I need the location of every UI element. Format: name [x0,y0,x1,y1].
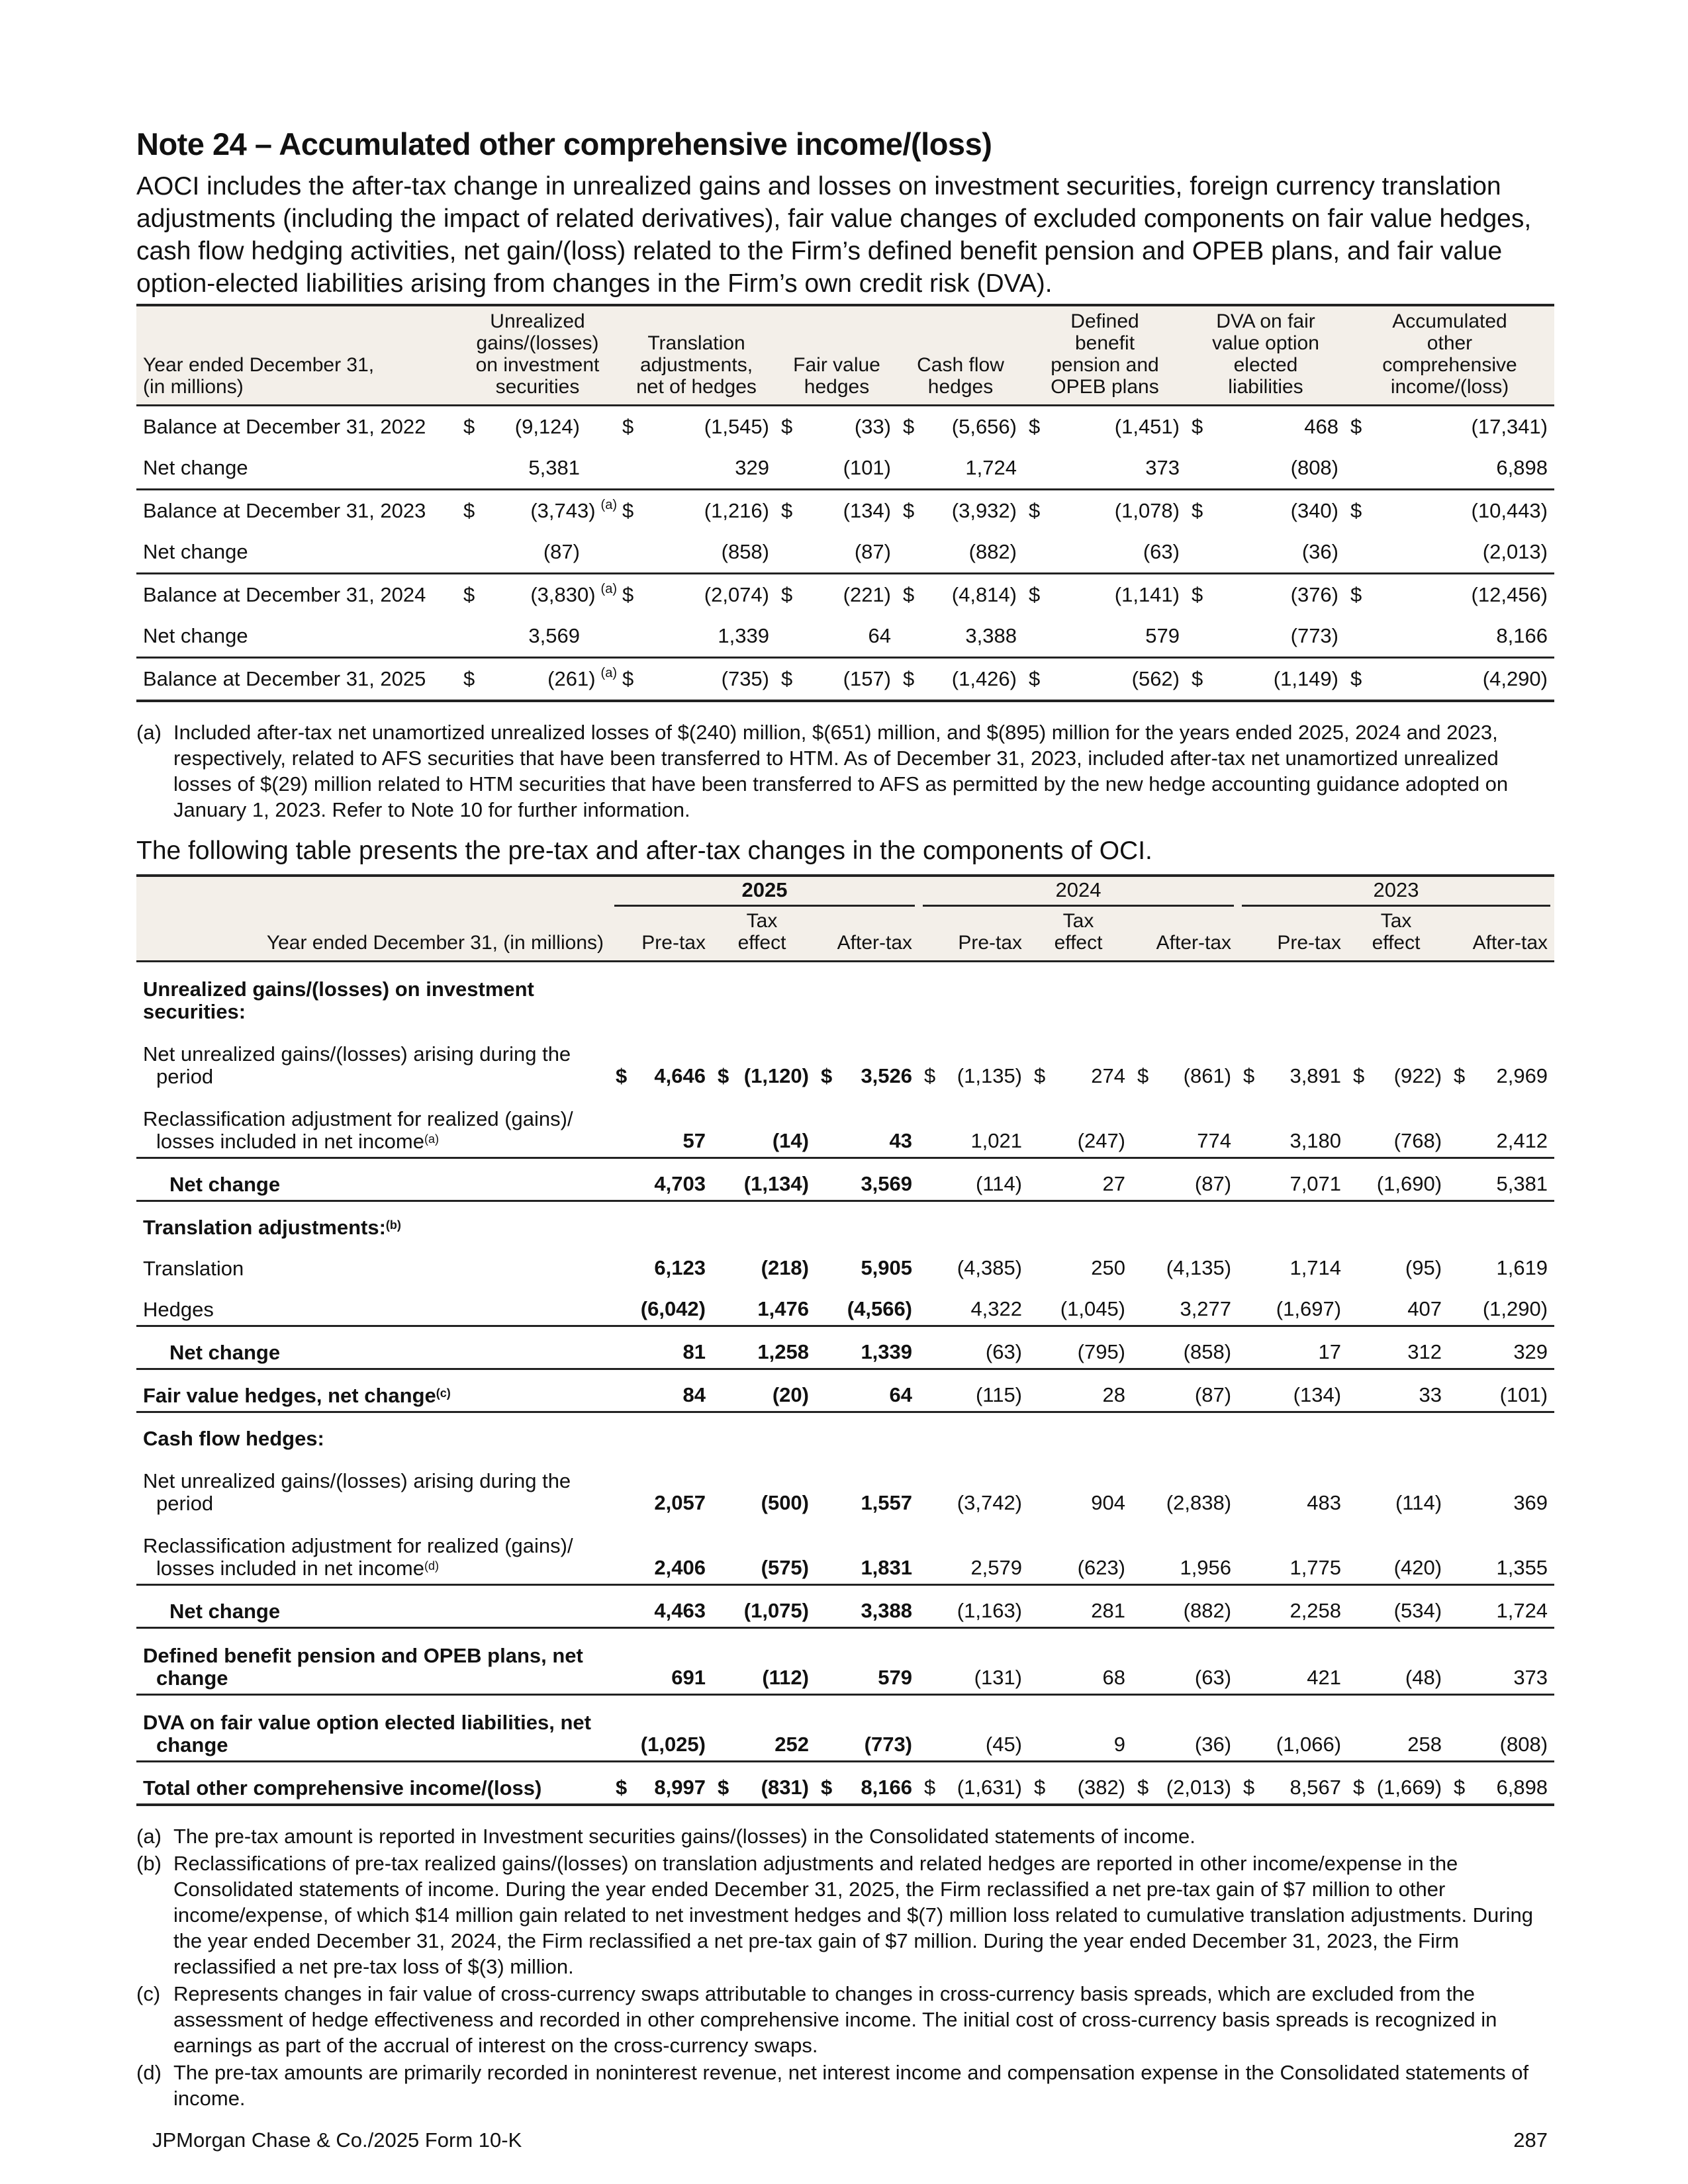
row-label: Cash flow hedges: [143,1427,324,1450]
table-cell: 373 [1145,456,1180,479]
table-cell: $ (10,443) [1350,499,1548,522]
table-cell: $ (2,074) [622,583,769,606]
table-cell: (1,690) [1376,1172,1442,1195]
row-label: Translation [143,1257,244,1280]
table-cell: 579 [878,1666,913,1689]
table-row [136,658,1554,702]
row-label: Hedges [143,1298,214,1321]
table-cell: 27 [1102,1172,1126,1195]
table-cell: (882) [968,540,1017,563]
table-cell: $ 8,997 [616,1776,706,1799]
table-cell: 43 [889,1129,913,1152]
table-row [136,531,1554,574]
table-cell: 369 [1513,1491,1548,1514]
table-cell: (882) [1183,1599,1232,1622]
footer-publication: JPMorgan Chase & Co./2025 Form 10-K [152,2128,522,2152]
row-label: Reclassification adjustment for realized (gains)/ losses included in net income$^{(d)}$ [143,1534,573,1580]
footnote: (b) Reclassifications of pre-tax realized gains/(losses) on translation adjustments and related hedges are reported in other income/expense in the Consolidated statements of income. During the year ended December 31, 2025, the Firm reclassified a net pre-tax gain of $7 million to other income/expense, of which $14 million gain related to net investment hedges and $(7) million loss related to cumulative translation adjustments. During the year ended December 31, 2024, the Firm reclassified a net pre-tax gain of $7 million. During the year ended December 31, 2023, the Firm reclassified a net pre-tax loss of $(3) million. [136,1852,1533,1978]
table-cell: (858) [1183,1340,1232,1363]
table-cell: $ (261) $^{(a)}$ [463,666,617,690]
table-cell: 421 [1307,1666,1342,1689]
table-cell: 250 [1091,1256,1126,1279]
table-row [136,1585,1554,1628]
table-cell: $ 3,891 [1243,1064,1342,1087]
table-cell: $ (1,669) [1353,1776,1442,1799]
table1-footnotes [136,719,1554,823]
table-cell: 3,180 [1289,1129,1342,1152]
table-cell: 4,322 [970,1297,1023,1320]
table-cell: (808) [1499,1733,1548,1756]
table-cell: 329 [735,456,769,479]
table-cell: (773) [1290,624,1338,647]
table-cell: 252 [774,1733,809,1756]
table-cell: 3,569 [861,1172,913,1195]
table-cell: $ (5,656) [903,415,1017,438]
section-header-row [136,962,1554,1028]
row-label: Reclassification adjustment for realized (gains)/ losses included in net income$^{(a)}$ [143,1107,573,1153]
footnote: (d) The pre-tax amounts are primarily recorded in noninterest revenue, net interest income and compensation expense in the Consolidated statements of income. [136,2061,1529,2110]
table-cell: (63) [1194,1666,1232,1689]
table-row [136,1326,1554,1369]
row-label: Total other comprehensive income/(loss) [143,1776,542,1799]
table-cell: 1,775 [1289,1556,1342,1579]
table-cell: $ (1,141) [1029,583,1180,606]
table-cell: $ (12,456) [1350,583,1548,606]
page-number: 287 [1513,2128,1548,2152]
table-row [136,1628,1554,1695]
table-cell: (36) [1194,1733,1232,1756]
table-cell: (1,134) [743,1172,809,1195]
table-cell: 312 [1407,1340,1442,1363]
table-cell: $ (3,743) $^{(a)}$ [463,498,617,522]
table2-header-label: Year ended December 31, (in millions) [136,907,610,962]
row-label: Net change [143,456,248,479]
table-cell: (14) [772,1129,809,1152]
tax-effect-col-header: Tax effect [1348,907,1448,962]
table-cell: 28 [1102,1383,1126,1406]
year-header-row [136,876,1554,907]
table2-body [136,962,1554,1805]
table-cell: 1,724 [965,456,1017,479]
table-cell: (1,163) [957,1599,1023,1622]
table-cell: 6,898 [1496,456,1548,479]
table-cell: 579 [1145,624,1180,647]
table-cell: $ 8,567 [1243,1776,1342,1799]
table-cell: 57 [682,1129,706,1152]
table-row [136,1369,1554,1412]
table-cell: (575) [761,1556,809,1579]
table-cell: 258 [1407,1733,1442,1756]
row-label: Net unrealized gains/(losses) arising during the period [143,1042,571,1088]
table-cell: $ (4,814) [903,583,1017,606]
table-cell: $ (861) [1137,1064,1232,1087]
aoci-balance-table [136,304,1554,702]
table-cell: $ (1,149) [1192,667,1338,690]
table-cell: (247) [1077,1129,1126,1152]
table-cell: 1,339 [718,624,769,647]
table-row [136,1158,1554,1201]
table-cell: 64 [868,624,891,647]
table-cell: $ 2,969 [1454,1064,1548,1087]
table-cell: 17 [1318,1340,1342,1363]
table-cell: 691 [671,1666,706,1689]
table-cell: (4,135) [1166,1256,1232,1279]
table-cell: 1,831 [861,1556,913,1579]
table-row [136,1243,1554,1284]
table-cell: 1,021 [970,1129,1023,1152]
row-label: Balance at December 31, 2025 [143,667,426,690]
table-cell: 2,579 [970,1556,1023,1579]
table-row [136,1092,1554,1158]
table-cell: 2,406 [654,1556,706,1579]
table1-body [136,406,1554,702]
table-cell: (63) [1143,540,1180,563]
table1-col-header: Defined benefit pension and OPEB plans [1023,305,1186,406]
table1-header-label: Year ended December 31, (in millions) [136,305,458,406]
table-cell: (1,697) [1276,1297,1342,1320]
table-cell: 1,355 [1496,1556,1548,1579]
table-row [136,447,1554,490]
row-label: Net unrealized gains/(losses) arising during the period [143,1469,571,1515]
table-cell: 5,381 [528,456,580,479]
table-cell: 6,123 [654,1256,706,1279]
table-cell: (36) [1301,540,1338,563]
table-cell: 4,703 [654,1172,706,1195]
table-cell: 81 [682,1340,706,1363]
table-row [136,406,1554,448]
page [136,126,1554,2113]
table1-col-header: Fair value hedges [776,305,898,406]
table-row [136,1284,1554,1326]
table-cell: 1,619 [1496,1256,1548,1279]
row-label: Net change [143,540,248,563]
table-cell: (101) [1499,1383,1548,1406]
table-cell: $ (1,135) [924,1064,1023,1087]
table-cell: 281 [1091,1599,1126,1622]
table-cell: (623) [1077,1556,1126,1579]
table-cell: (3,742) [957,1491,1023,1514]
pretax-col-header: Pre-tax [610,907,712,962]
table-cell: (1,045) [1060,1297,1126,1320]
table-cell: $ (3,830) $^{(a)}$ [463,582,617,606]
table-cell: (87) [543,540,580,563]
table-cell: 7,071 [1289,1172,1342,1195]
oci-components-table [136,874,1554,1806]
table-cell: $ (831) [718,1776,809,1799]
footnote: (a) The pre-tax amount is reported in Investment securities gains/(losses) in the Consolidated statements of income. [136,1825,1196,1848]
row-label: Balance at December 31, 2023 [143,499,426,522]
aftertax-col-header: After-tax [1132,907,1238,962]
table-cell: (48) [1405,1666,1442,1689]
table-cell: (45) [985,1733,1023,1756]
table-cell: 84 [682,1383,706,1406]
table-cell: 1,258 [757,1340,809,1363]
table-cell: (95) [1405,1256,1442,1279]
table-cell: 329 [1513,1340,1548,1363]
table-cell: 483 [1307,1491,1342,1514]
year-2025-header: 2025 [610,876,919,907]
table-row [136,490,1554,532]
pretax-col-header: Pre-tax [1238,907,1348,962]
table-cell: (808) [1290,456,1338,479]
table-cell: (4,566) [847,1297,913,1320]
table2-footnotes [136,1823,1554,2111]
table-cell: 1,557 [861,1491,913,1514]
table-cell: $ (1,545) [622,415,769,438]
row-label: Translation adjustments:$^{(b)}$ [143,1216,401,1239]
table-cell: (87) [854,540,891,563]
table-cell: (114) [1395,1491,1442,1514]
year-2024-header: 2024 [919,876,1238,907]
table-cell: 904 [1091,1491,1126,1514]
table-cell: $ (922) [1353,1064,1442,1087]
table-cell: 373 [1513,1666,1548,1689]
table-cell: $ (1,216) [622,499,769,522]
table-cell: 33 [1419,1383,1442,1406]
row-label: Net change [143,624,248,647]
table-cell: (20) [772,1383,809,1406]
table-cell: (1,066) [1276,1733,1342,1756]
table-cell: $ (3,932) [903,499,1017,522]
tax-effect-col-header: Tax effect [712,907,816,962]
table-cell: (114) [975,1172,1023,1195]
aftertax-col-header: After-tax [1448,907,1554,962]
table-cell: (1,290) [1482,1297,1548,1320]
row-label: Net change [169,1600,281,1623]
table-cell: $ (382) [1034,1776,1126,1799]
table-cell: (768) [1393,1129,1442,1152]
row-label: Balance at December 31, 2024 [143,583,426,606]
row-label: Fair value hedges, net change$^{(c)}$ [143,1384,451,1407]
table-cell: 64 [889,1383,913,1406]
table-cell: (534) [1393,1599,1442,1622]
table-cell: $ (9,124) [463,415,580,438]
table-cell: 9 [1113,1733,1126,1756]
table-cell: $ 8,166 [821,1776,913,1799]
table-cell: $ (1,451) [1029,415,1180,438]
table-cell: (4,385) [957,1256,1023,1279]
row-label: DVA on fair value option elected liabilities, net change [143,1711,591,1756]
table-cell: $ (33) [781,415,891,438]
table-row [136,1027,1554,1092]
table-cell: (2,013) [1482,540,1548,563]
table1-col-header: DVA on fair value option elected liabilities [1186,305,1345,406]
table-cell: $ (376) [1192,583,1338,606]
table-cell: $ (562) [1029,667,1180,690]
row-label: Unrealized gains/(losses) on investment securities: [143,978,534,1023]
table-cell: $ (340) [1192,499,1338,522]
table-cell: 5,381 [1496,1172,1548,1195]
table-cell: 1,476 [757,1297,809,1320]
table-cell: $ (1,631) [924,1776,1023,1799]
table-row [136,1695,1554,1762]
table-cell: $ 274 [1034,1064,1126,1087]
page-footer [152,2128,1548,2152]
intro-paragraph: AOCI includes the after-tax change in unrealized gains and losses on investment securities, foreign currency translation adjustments (including the impact of related derivatives), fair value changes of excluded components on fair value hedges, cash flow hedging activities, net gain/(loss) related to the Firm’s defined benefit pension and OPEB plans, and fair value option-elected liabilities arising from changes in the Firm’s own credit risk (DVA). [136,172,1532,298]
note-title: Note 24 – Accumulated other comprehensive income/(loss) [136,126,992,161]
table-cell: $ (1,078) [1029,499,1180,522]
table-cell: 3,388 [861,1599,913,1622]
table-cell: 2,057 [654,1491,706,1514]
table-cell: 774 [1197,1129,1232,1152]
table1-col-header: Unrealized gains/(losses) on investment securities [458,305,617,406]
table-row [136,1762,1554,1805]
row-label: Balance at December 31, 2022 [143,415,426,438]
table-cell: $ (735) [622,667,769,690]
aftertax-col-header: After-tax [816,907,919,962]
table-cell: (87) [1194,1383,1232,1406]
table-cell: $ 3,526 [821,1064,913,1087]
table-cell: (134) [1293,1383,1342,1406]
table2-column-header-row [136,907,1554,962]
table-cell: (101) [843,456,891,479]
table-cell: (420) [1393,1556,1442,1579]
table-cell: 3,569 [528,624,580,647]
table-row [136,1519,1554,1585]
table-cell: $ (1,120) [718,1064,809,1087]
table-cell: 68 [1102,1666,1126,1689]
table-cell: (218) [761,1256,809,1279]
table-cell: 3,388 [965,624,1017,647]
table-cell: 2,258 [1289,1599,1342,1622]
table-cell: $ (1,426) [903,667,1017,690]
table-cell: (6,042) [640,1297,706,1320]
section-header-row [136,1201,1554,1244]
table-cell: $ (17,341) [1350,415,1548,438]
row-label: Net change [169,1173,281,1196]
table-cell: (773) [864,1733,913,1756]
table-cell: (87) [1194,1172,1232,1195]
table1-col-header: Cash flow hedges [898,305,1023,406]
table-cell: (131) [974,1666,1023,1689]
table-cell: (1,075) [743,1599,809,1622]
table-cell: $ (134) [781,499,891,522]
footnote: (c) Represents changes in fair value of cross-currency swaps attributable to changes in cross-currency basis spreads, which are excluded from the assessment of hedge effectiveness and recorded in other comprehensive income. The initial cost of cross-currency basis spreads is recognized in earnings as part of the accrual of interest on the cross-currency swaps. [136,1982,1497,2057]
table-cell: 3,277 [1180,1297,1232,1320]
table-cell: $ 6,898 [1454,1776,1548,1799]
table-row [136,574,1554,616]
table-cell: 5,905 [861,1256,913,1279]
oci-subheading: The following table presents the pre-tax and after-tax changes in the components of OCI. [136,837,1152,865]
table-row [136,615,1554,658]
row-label: Net change [169,1341,281,1364]
table-row [136,1454,1554,1519]
table-cell: (112) [762,1666,809,1689]
section-header-row [136,1412,1554,1455]
table-cell: $ (2,013) [1137,1776,1232,1799]
footnote: (a) Included after-tax net unamortized unrealized losses of $(240) million, $(651) million, and $(895) million for the years ended 2025, 2024 and 2023, respectively, related to AFS securities that have been transferred to HTM. As of December 31, 2023, included after-tax net unamortized unrealized losses of $(29) million related to HTM securities that have been transferred to AFS as permitted by the new hedge accounting guidance adopted on January 1, 2023. Refer to Note 10 for further information. [136,721,1509,821]
table1-col-header: Translation adjustments, net of hedges [617,305,776,406]
row-label: Defined benefit pension and OPEB plans, net change [143,1644,583,1690]
table-cell: 4,463 [654,1599,706,1622]
table-cell: $ (221) [781,583,891,606]
table-cell: 1,714 [1289,1256,1342,1279]
table-cell: $ (157) [781,667,891,690]
table-cell: 2,412 [1496,1129,1548,1152]
pretax-col-header: Pre-tax [919,907,1029,962]
table-cell: $ 4,646 [616,1064,706,1087]
table-cell: 1,724 [1496,1599,1548,1622]
table1-header-row [136,305,1554,406]
table-cell: (115) [975,1383,1023,1406]
table-cell: (858) [721,540,769,563]
table-cell: (1,025) [640,1733,706,1756]
table-cell: (500) [761,1491,809,1514]
table-cell: 407 [1407,1297,1442,1320]
table1-col-header: Accumulated other comprehensive income/(loss) [1345,305,1554,406]
table-cell: $ (4,290) [1350,667,1548,690]
table-cell: 8,166 [1496,624,1548,647]
table-cell: (2,838) [1166,1491,1232,1514]
tax-effect-col-header: Tax effect [1029,907,1132,962]
table-cell: $ 468 [1192,415,1338,438]
table-cell: 1,339 [861,1340,913,1363]
year-2023-header: 2023 [1238,876,1554,907]
table-cell: (795) [1077,1340,1126,1363]
table-cell: 1,956 [1180,1556,1232,1579]
table-cell: (63) [985,1340,1023,1363]
